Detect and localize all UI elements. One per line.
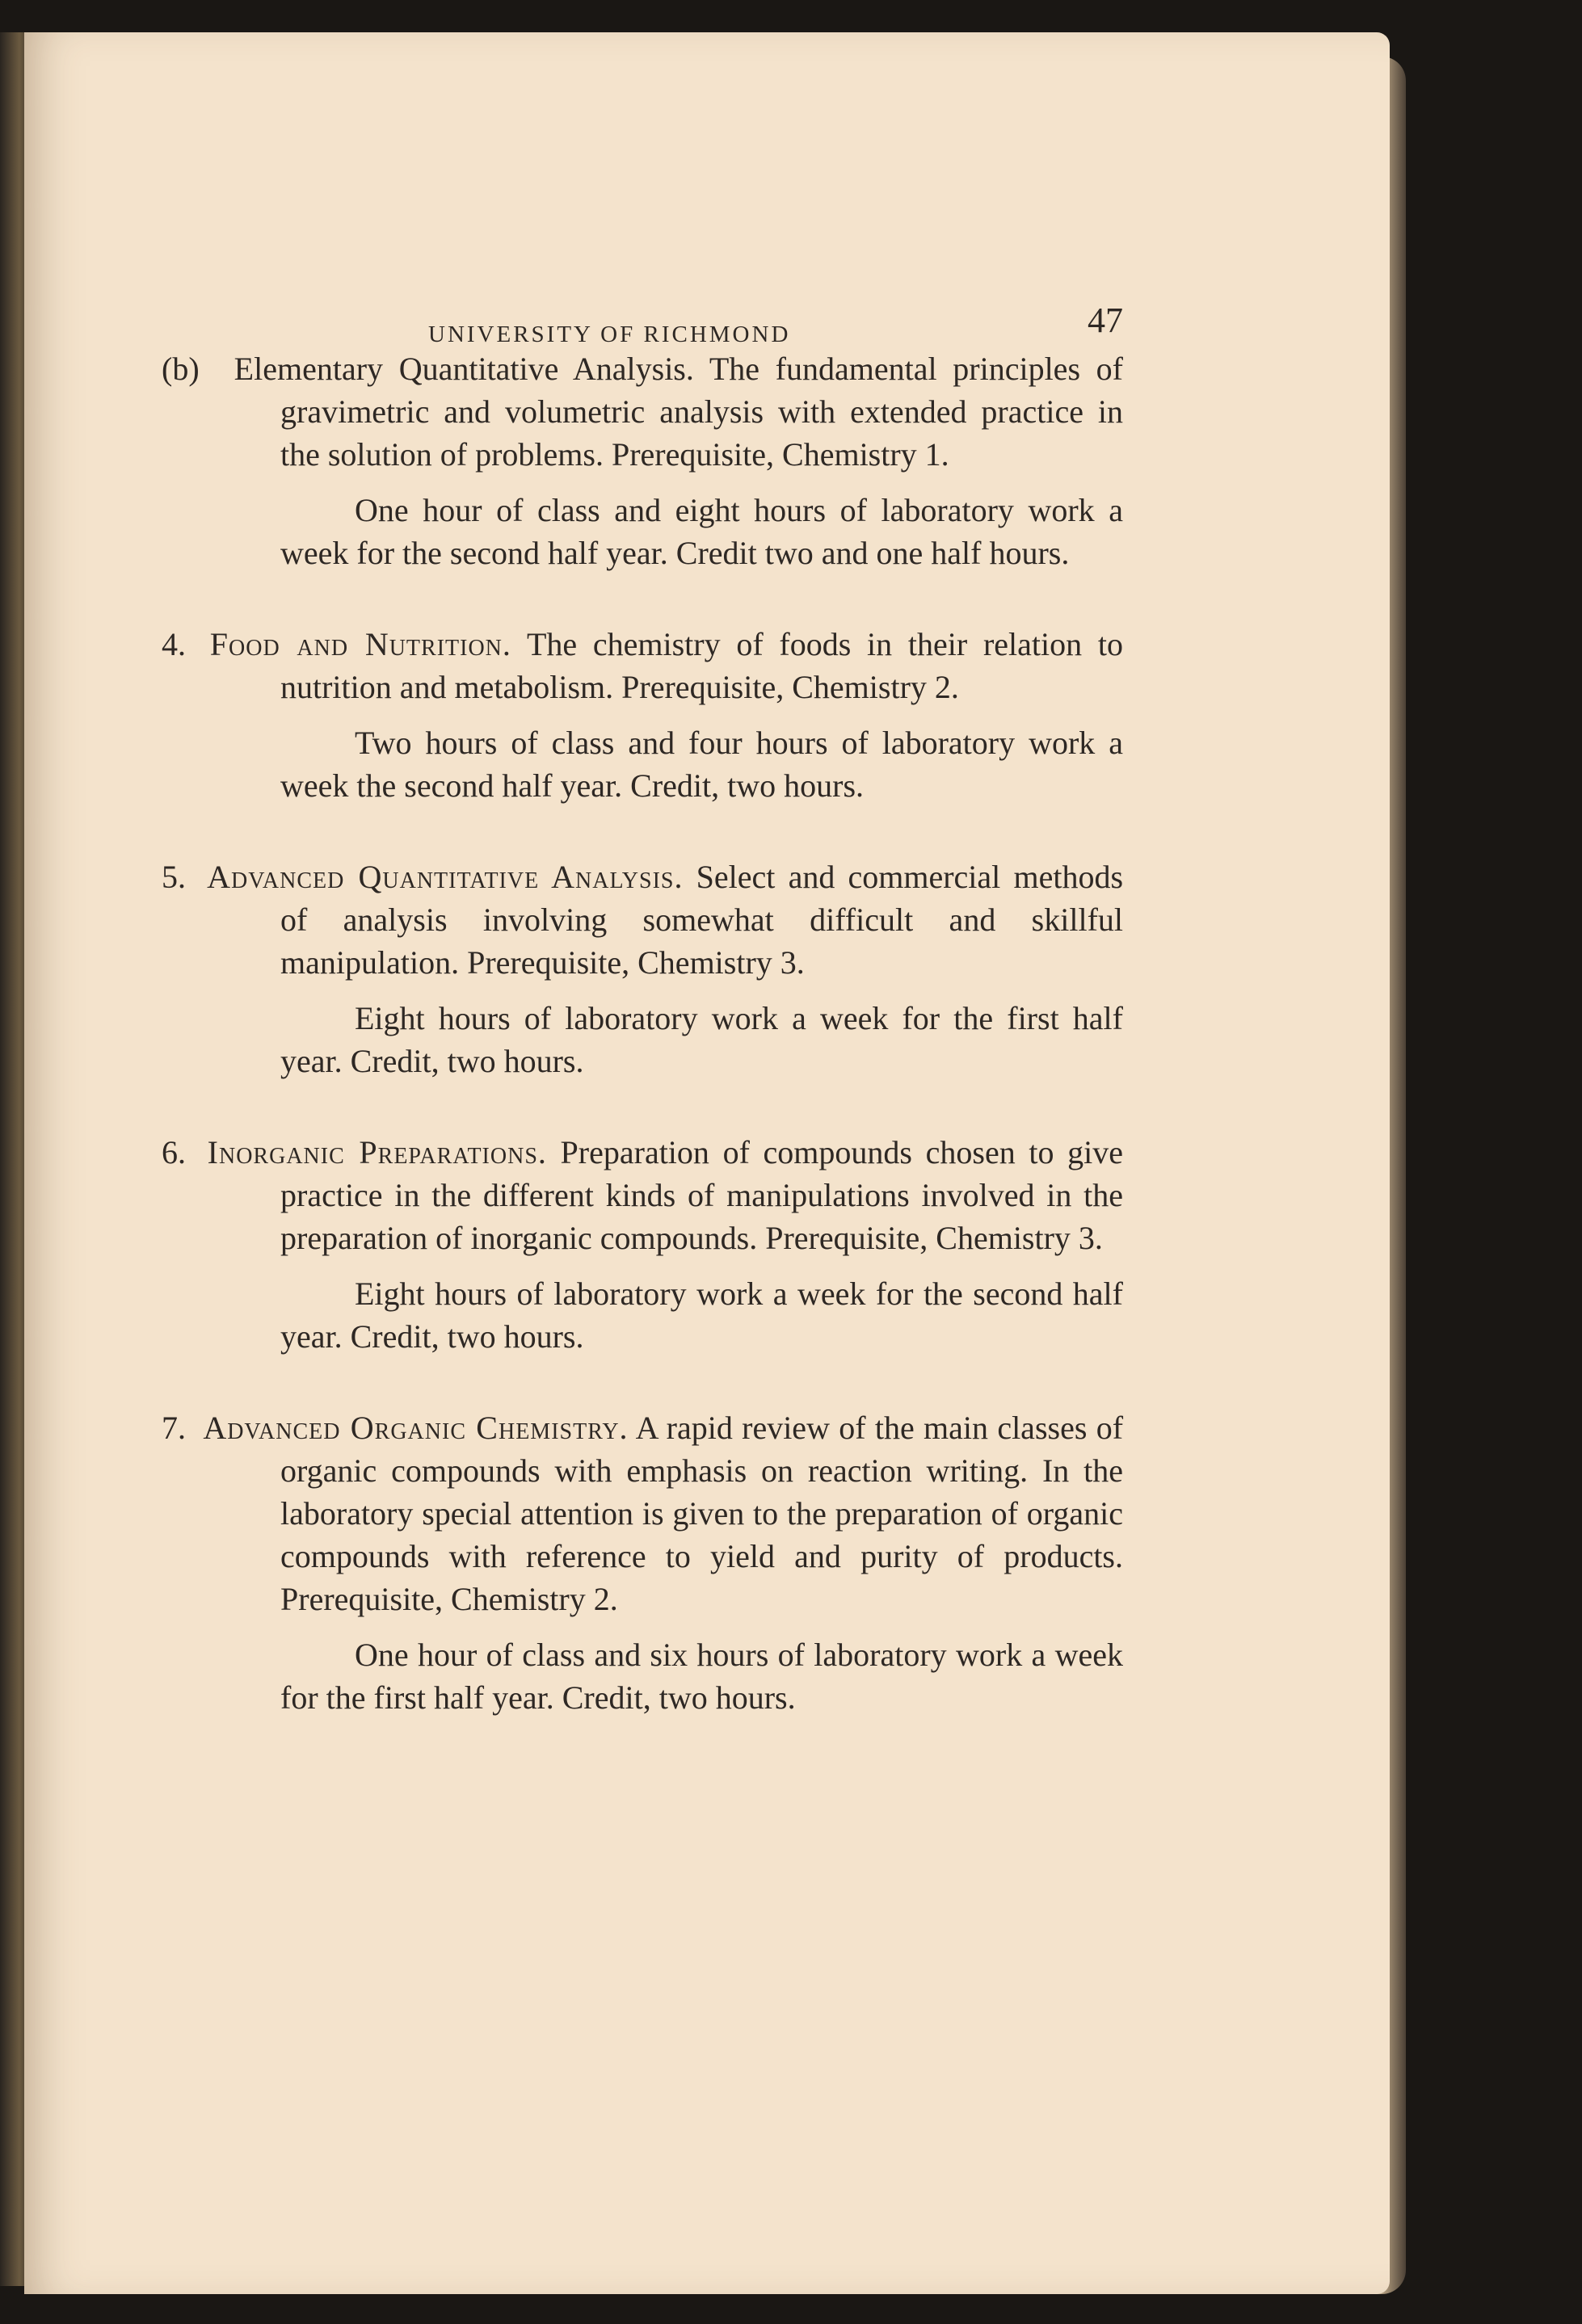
page-number: 47 [1088, 300, 1123, 340]
entry-number: 6. [162, 1134, 186, 1170]
entry-title: Advanced Quantitative Analysis. [207, 859, 684, 895]
entry-details: Eight hours of laboratory work a week for the second half year. Credit, two hours. [280, 1275, 1123, 1355]
entry-number: 5. [162, 859, 186, 895]
entry-details: Two hours of class and four hours of laboratory work a week the second half year. Credit, two hours. [280, 725, 1123, 804]
entry-description: A rapid review of the main classes of organic compounds with emphasis on reaction writing. In the laboratory special attention is given to the preparation of organic compounds with reference to yield and purity of products. Prerequisite, Chemistry 2. [280, 1410, 1124, 1617]
entry-details: One hour of class and eight hours of laboratory work a week for the second half year. Credit two and one half hours. [280, 492, 1123, 571]
course-entry-5 [162, 855, 1123, 1082]
entry-description-block [162, 1406, 1123, 1620]
entry-number: 7. [162, 1410, 186, 1446]
entry-number: (b) [162, 351, 200, 387]
entry-description-block [162, 1131, 1123, 1259]
entry-description: Preparation of compounds chosen to give practice in the different kinds of manipulations involved in the preparation of inorganic compounds. Prerequisite, Chemistry 3. [280, 1134, 1123, 1256]
entry-description: The chemistry of foods in their relation to nutrition and metabolism. Prerequisite, Chemistry 2. [280, 626, 1124, 705]
course-entry-4 [162, 623, 1123, 807]
entry-description-block [162, 855, 1123, 984]
entry-description-block [162, 623, 1123, 708]
entry-details: One hour of class and six hours of laboratory work a week for the first half year. Credit, two hours. [280, 1637, 1123, 1716]
running-title: UNIVERSITY OF RICHMOND [428, 321, 791, 347]
entry-title: Advanced Organic Chemistry. [203, 1410, 629, 1446]
entry-title: Inorganic Preparations. [207, 1134, 547, 1170]
page-content [162, 283, 1123, 1767]
running-head [162, 283, 1123, 347]
entry-details: Eight hours of laboratory work a week for the first half year. Credit, two hours. [280, 1000, 1123, 1079]
entry-description: Elementary Quantitative Analysis. The fundamental principles of gravimetric and volumetric analysis with extended practice in the solution of problems. Prerequisite, Chemistry 1. [234, 351, 1123, 473]
course-entry-6 [162, 1131, 1123, 1358]
entry-title: Food and Nutrition. [209, 626, 511, 662]
course-entry-7 [162, 1406, 1123, 1719]
entry-description: Select and commercial methods of analysis involving somewhat difficult and skillful manipulation. Prerequisite, Chemistry 3. [280, 859, 1124, 981]
entry-description-block [162, 347, 1123, 476]
entry-number: 4. [162, 626, 186, 662]
course-entry-b [162, 347, 1123, 574]
